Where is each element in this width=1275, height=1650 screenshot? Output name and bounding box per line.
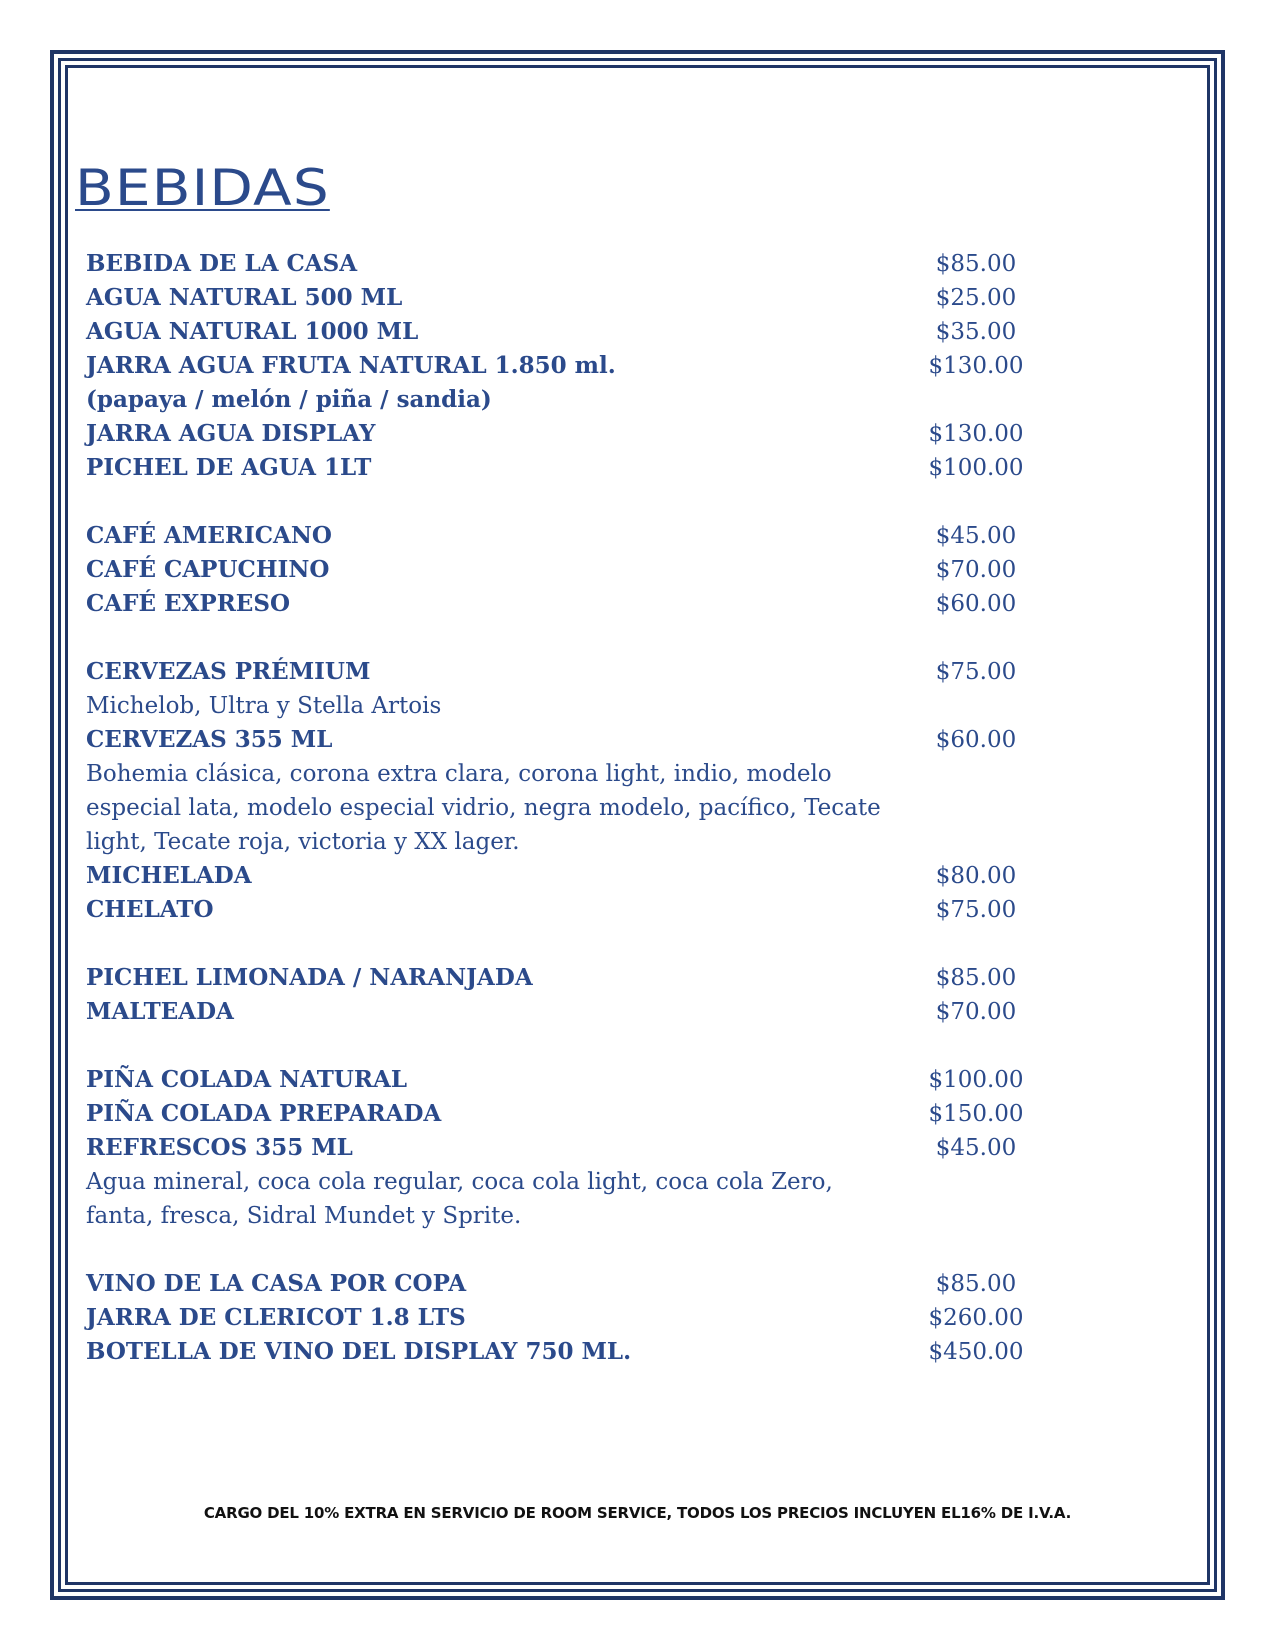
item-name: BEBIDA DE LA CASA (86, 250, 358, 277)
menu-group (86, 519, 1046, 621)
item-price: $45.00 (935, 523, 1017, 549)
item-name: CAFÉ EXPRESO (86, 590, 290, 617)
item-name: PICHEL DE AGUA 1LT (86, 454, 372, 481)
menu-group (86, 655, 1046, 927)
menu-item (86, 1097, 1046, 1131)
menu-item (86, 281, 1046, 315)
menu-group (86, 1063, 1046, 1233)
group-spacer (86, 485, 1046, 519)
menu-item (86, 893, 1046, 927)
item-name: PIÑA COLADA NATURAL (86, 1066, 408, 1093)
item-price: $45.00 (935, 1135, 1017, 1161)
menu-group (86, 247, 1046, 485)
item-name: VINO DE LA CASA POR COPA (86, 1270, 467, 1297)
menu-item (86, 1301, 1046, 1335)
item-name: MICHELADA (86, 862, 252, 889)
item-price: $85.00 (935, 965, 1017, 991)
menu-item (86, 1131, 1046, 1165)
item-price: $260.00 (928, 1305, 1024, 1331)
item-name: MALTEADA (86, 998, 234, 1025)
item-name: JARRA AGUA FRUTA NATURAL 1.850 ml. (86, 352, 616, 379)
menu-item (86, 553, 1046, 587)
group-spacer (86, 1233, 1046, 1267)
item-price: $70.00 (935, 557, 1017, 583)
item-price: $85.00 (935, 251, 1017, 277)
item-price: $75.00 (935, 659, 1017, 685)
menu-item (86, 859, 1046, 893)
item-price: $35.00 (935, 319, 1017, 345)
group-spacer (86, 927, 1046, 961)
menu-item (86, 961, 1046, 995)
item-price: $60.00 (935, 727, 1017, 753)
menu-item (86, 1267, 1046, 1301)
item-price: $450.00 (928, 1339, 1024, 1365)
item-description: Agua mineral, coca cola regular, coca cola light, coca cola Zero, fanta, fresca, Sidral Mundet y Sprite. (86, 1169, 833, 1229)
item-description: Bohemia clásica, corona extra clara, corona light, indio, modelo especial lata, modelo especial vidrio, negra modelo, pacífico, Tecate light, Tecate roja, victoria y XX lager. (86, 761, 881, 855)
menu-item (86, 349, 1046, 383)
menu-item (86, 417, 1046, 451)
item-price: $70.00 (935, 999, 1017, 1025)
item-price: $60.00 (935, 591, 1017, 617)
item-name: CERVEZAS PRÉMIUM (86, 658, 371, 685)
menu-item (86, 247, 1046, 281)
item-name: BOTELLA DE VINO DEL DISPLAY 750 ML. (86, 1338, 632, 1365)
item-name: REFRESCOS 355 ML (86, 1134, 353, 1161)
menu-group (86, 961, 1046, 1029)
menu-item (86, 995, 1046, 1029)
item-price: $80.00 (935, 863, 1017, 889)
menu-item (86, 587, 1046, 621)
item-name: PIÑA COLADA PREPARADA (86, 1100, 442, 1127)
item-name: AGUA NATURAL 1000 ML (86, 318, 419, 345)
menu-item (86, 723, 1046, 757)
item-subtitle: (papaya / melón / piña / sandia) (86, 386, 492, 413)
item-price: $130.00 (928, 353, 1024, 379)
group-spacer (86, 1029, 1046, 1063)
item-price: $150.00 (928, 1101, 1024, 1127)
item-name: JARRA DE CLERICOT 1.8 LTS (86, 1304, 466, 1331)
menu-item (86, 655, 1046, 689)
menu-item (86, 519, 1046, 553)
item-name: CERVEZAS 355 ML (86, 726, 333, 753)
menu-title: BEBIDAS (75, 159, 330, 217)
item-name: CHELATO (86, 896, 214, 923)
menu-item (86, 451, 1046, 485)
menu-group (86, 1267, 1046, 1369)
item-price: $100.00 (928, 455, 1024, 481)
menu-item (86, 315, 1046, 349)
item-description: Michelob, Ultra y Stella Artois (86, 693, 442, 719)
group-spacer (86, 621, 1046, 655)
item-price: $25.00 (935, 285, 1017, 311)
item-price: $100.00 (928, 1067, 1024, 1093)
menu-item (86, 1335, 1046, 1369)
item-name: AGUA NATURAL 500 ML (86, 284, 403, 311)
menu-list (86, 247, 1046, 1369)
item-price: $75.00 (935, 897, 1017, 923)
item-name: JARRA AGUA DISPLAY (86, 420, 376, 447)
item-price: $130.00 (928, 421, 1024, 447)
item-name: PICHEL LIMONADA / NARANJADA (86, 964, 533, 991)
item-name: CAFÉ AMERICANO (86, 522, 332, 549)
item-price: $85.00 (935, 1271, 1017, 1297)
menu-item (86, 1063, 1046, 1097)
item-name: CAFÉ CAPUCHINO (86, 556, 330, 583)
footer-note: CARGO DEL 10% EXTRA EN SERVICIO DE ROOM SERVICE, TODOS LOS PRECIOS INCLUYEN EL16% DE I.V.A. (203, 1504, 1072, 1522)
